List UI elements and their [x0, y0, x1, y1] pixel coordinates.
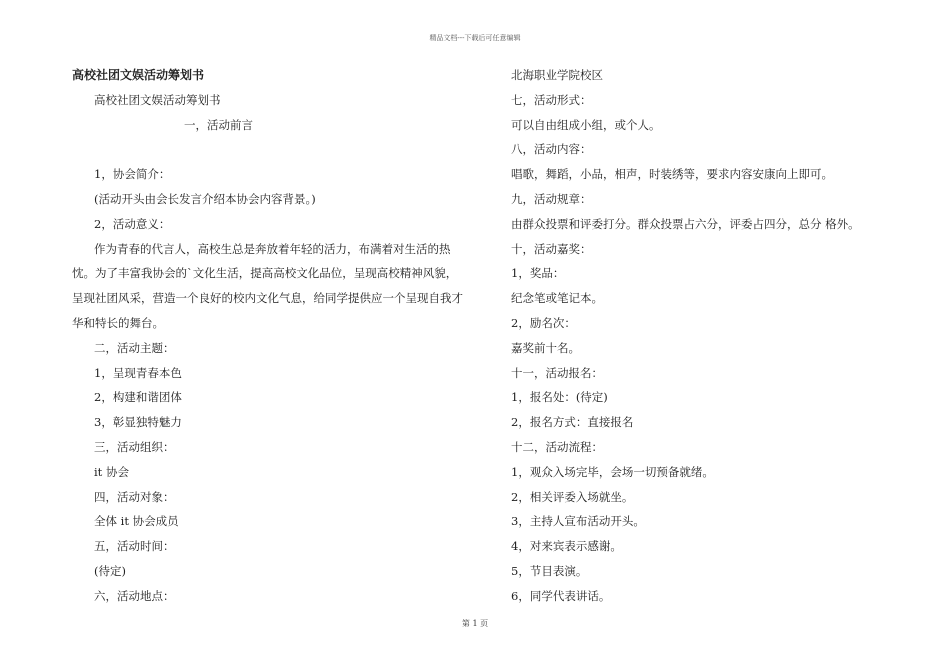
section-heading: 十二，活动流程： [511, 439, 603, 454]
list-item: 2，励名次： [511, 315, 576, 330]
section-heading: 四，活动对象： [94, 489, 175, 504]
body-text: 嘉奖前十名。 [511, 340, 580, 355]
section-heading: 十一，活动报名： [511, 365, 603, 380]
section-heading: 二，活动主题： [94, 340, 175, 355]
section-heading: 九，活动规章： [511, 191, 592, 206]
right-column [511, 63, 911, 609]
list-item: 1，协会简介： [94, 167, 171, 182]
list-item: 1，观众入场完毕，会场一切预备就绪。 [511, 464, 714, 479]
list-item: 6，同学代表讲话。 [511, 588, 611, 603]
document-title: 高校社团文娱活动筹划书 [72, 68, 205, 82]
section-heading: 六，活动地点： [94, 588, 175, 603]
list-item: 1，奖品： [511, 266, 565, 281]
blank-line [72, 137, 472, 162]
section-heading: 一，活动前言 [184, 117, 253, 132]
body-paragraph: 作为青春的代言人，高校生总是奔放着年轻的活力，布满着对生活的热忱。为了丰富我协会的`文化生活，提高高校文化品位，呈现高校精神风貌，呈现社团风采，营造一个良好的校内文化气息，给同学提供应一个呈现自我才华和特长的舞台。 [72, 241, 463, 330]
list-item: 3，主持人宣布活动开头。 [511, 514, 645, 529]
body-text: 唱歌，舞蹈，小品，相声，时装绣等，要求内容安康向上即可。 [511, 167, 833, 182]
body-text: (待定) [94, 563, 126, 578]
page-number: 第 1 页 [461, 619, 489, 628]
list-item: 5，节目表演。 [511, 563, 588, 578]
body-text: it 协会 [94, 464, 129, 479]
document-subtitle: 高校社团文娱活动筹划书 [94, 92, 221, 107]
left-column [72, 63, 472, 609]
list-item: 2，报名方式：直接报名 [511, 415, 634, 430]
list-item: 2，相关评委入场就坐。 [511, 489, 634, 504]
section-heading: 十，活动嘉奖： [511, 241, 592, 256]
body-text: 纪念笔或笔记本。 [511, 291, 603, 306]
list-item: 2，构建和谐团体 [94, 390, 182, 405]
list-item: 1，报名处：(待定) [511, 390, 608, 405]
body-text: 由群众投票和评委打分。群众投票占六分，评委占四分，总分 格外。 [511, 216, 860, 231]
body-text: 可以自由组成小组，或个人。 [511, 117, 661, 132]
body-text: (活动开头由会长发言介绍本协会内容背景。) [94, 191, 316, 206]
list-item: 4，对来宾表示感谢。 [511, 539, 622, 554]
body-text: 全体 it 协会成员 [94, 514, 179, 529]
list-item: 2，活动意义： [94, 216, 171, 231]
list-item: 1，呈现青春本色 [94, 365, 182, 380]
list-item: 3，彰显独特魅力 [94, 415, 182, 430]
section-heading: 三，活动组织： [94, 439, 175, 454]
section-heading: 七，活动形式： [511, 92, 592, 107]
body-text: 北海职业学院校区 [511, 68, 603, 82]
section-heading: 五，活动时间： [94, 539, 175, 554]
page-header: 精品文档---下载后可任意编辑 [429, 34, 521, 42]
section-heading: 八，活动内容： [511, 142, 592, 157]
